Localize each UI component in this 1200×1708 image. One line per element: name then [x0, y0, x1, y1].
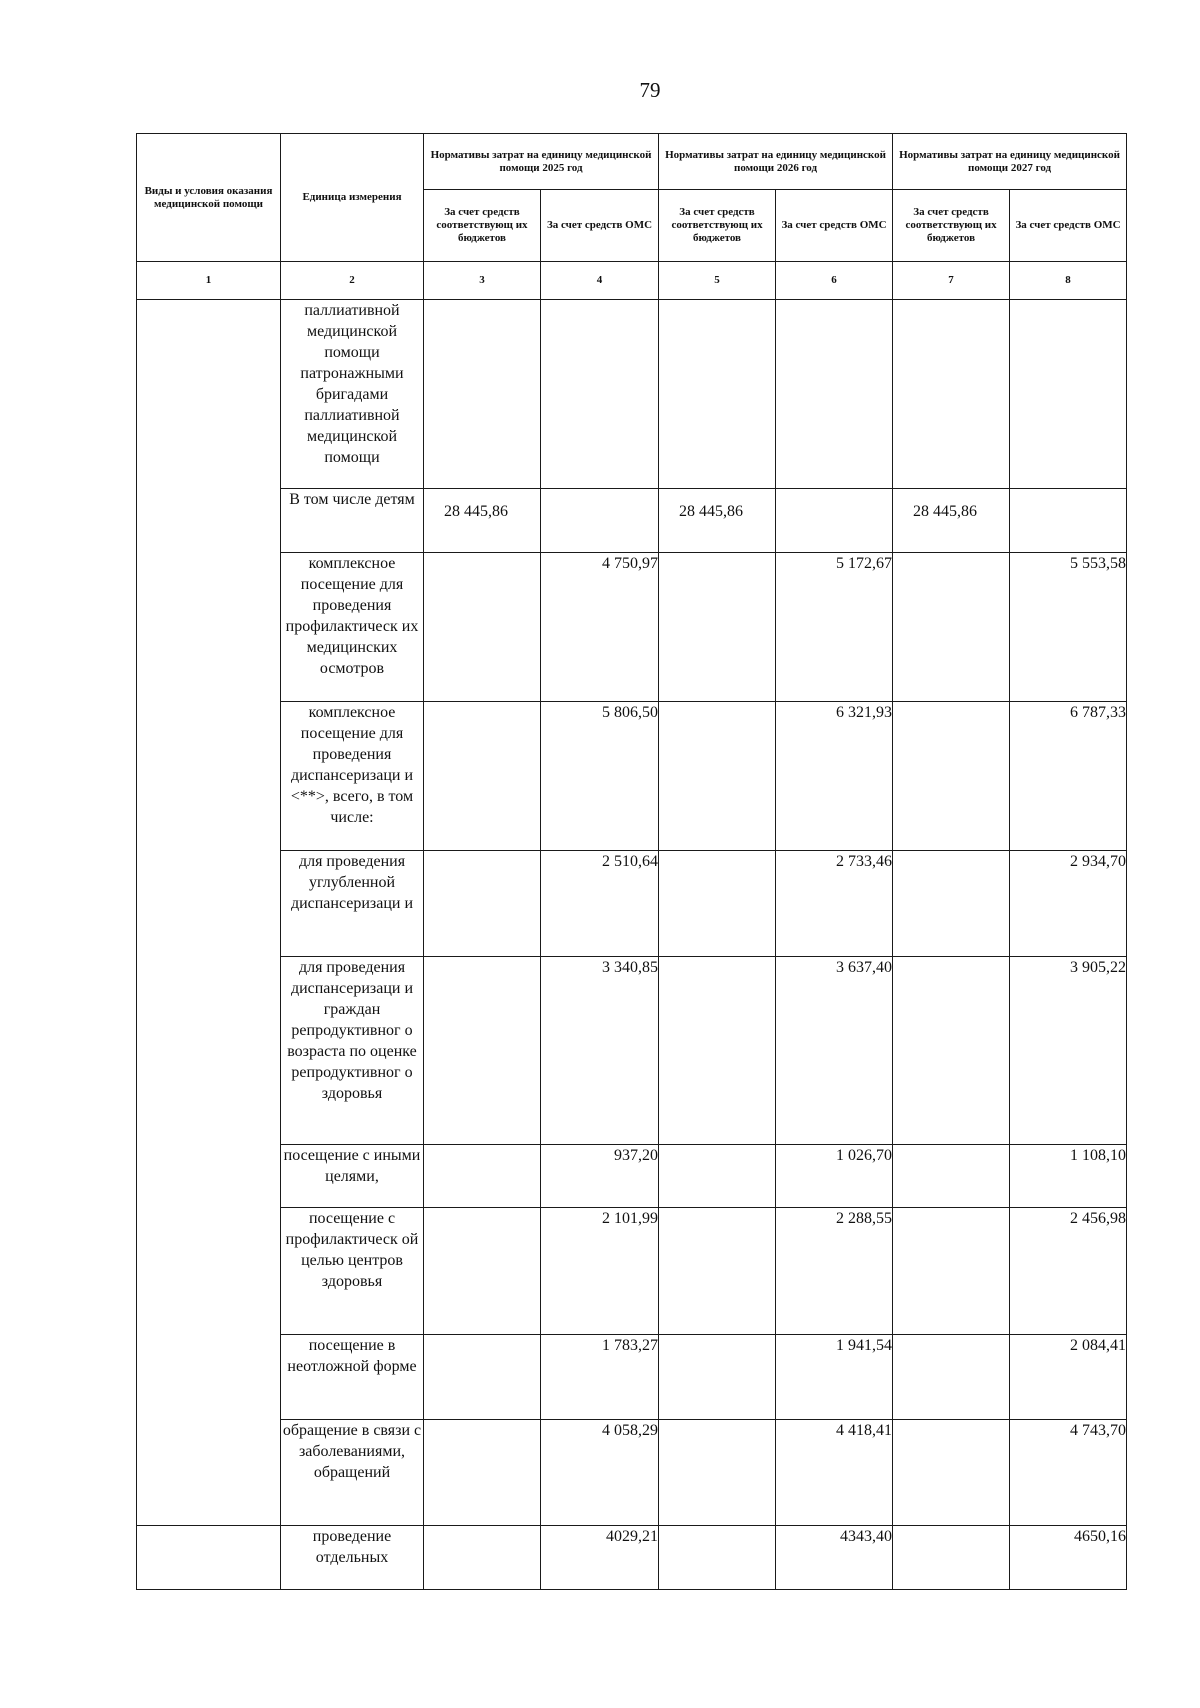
table-row: [137, 851, 1127, 957]
value-cell: [893, 300, 1010, 489]
value-cell: [659, 1526, 776, 1590]
value-cell: 2 510,64: [541, 851, 659, 957]
value-cell: [893, 1420, 1010, 1526]
value-cell: [776, 489, 893, 553]
value-cell: [659, 553, 776, 702]
value-cell: 5 806,50: [541, 702, 659, 851]
unit-cell: посещение с профилактическ ой целью центров здоровья: [281, 1208, 424, 1335]
cost-norms-table: [136, 133, 1127, 1590]
value-cell: [893, 1526, 1010, 1590]
value-cell: 937,20: [541, 1145, 659, 1208]
value-cell: 5 553,58: [1010, 553, 1127, 702]
table-row: [137, 553, 1127, 702]
header-kind: Виды и условия оказания медицинской помощи: [137, 134, 281, 262]
value-cell: 1 941,54: [776, 1335, 893, 1420]
header-oms-2027: За счет средств ОМС: [1010, 190, 1127, 262]
value-cell: [893, 1335, 1010, 1420]
kind-cell: [137, 1526, 281, 1590]
value-cell: 2 084,41: [1010, 1335, 1127, 1420]
unit-cell: В том числе детям: [281, 489, 424, 553]
value-cell: [659, 1208, 776, 1335]
value-cell: 3 905,22: [1010, 957, 1127, 1145]
column-number: 7: [893, 262, 1010, 300]
unit-cell: посещение с иными целями,: [281, 1145, 424, 1208]
value-cell: [893, 1145, 1010, 1208]
value-cell: 1 108,10: [1010, 1145, 1127, 1208]
value-cell: 4 743,70: [1010, 1420, 1127, 1526]
value-cell: 3 637,40: [776, 957, 893, 1145]
value-cell: [893, 851, 1010, 957]
value-cell: [893, 553, 1010, 702]
value-cell: [424, 1208, 541, 1335]
value-cell: 4650,16: [1010, 1526, 1127, 1590]
column-number: 8: [1010, 262, 1127, 300]
table-row: [137, 702, 1127, 851]
value-cell: 2 288,55: [776, 1208, 893, 1335]
value-cell: [424, 1145, 541, 1208]
value-cell: 4 418,41: [776, 1420, 893, 1526]
value-cell: [893, 702, 1010, 851]
value-cell: [424, 851, 541, 957]
kind-cell: [137, 300, 281, 1526]
table-row: [137, 1208, 1127, 1335]
table-row: [137, 489, 1127, 553]
value-cell: [659, 957, 776, 1145]
unit-cell: комплексное посещение для проведения профилактическ их медицинских осмотров: [281, 553, 424, 702]
unit-cell: паллиативной медицинской помощи патронажными бригадами паллиативной медицинской помощи: [281, 300, 424, 489]
value-cell: 28 445,86: [424, 489, 541, 553]
value-cell: [893, 1208, 1010, 1335]
table-row: [137, 1335, 1127, 1420]
unit-cell: обращение в связи с заболеваниями, обращений: [281, 1420, 424, 1526]
unit-cell: для проведения диспансеризаци и граждан репродуктивног о возраста по оценке репродуктивног о здоровья: [281, 957, 424, 1145]
value-cell: 4029,21: [541, 1526, 659, 1590]
value-cell: 1 026,70: [776, 1145, 893, 1208]
value-cell: 2 934,70: [1010, 851, 1127, 957]
value-cell: 5 172,67: [776, 553, 893, 702]
header-budget-2025: За счет средств соответствующ их бюджетов: [424, 190, 541, 262]
header-group-2027: Нормативы затрат на единицу медицинской помощи 2027 год: [893, 134, 1127, 190]
value-cell: [1010, 300, 1127, 489]
unit-cell: для проведения углубленной диспансеризаци и: [281, 851, 424, 957]
column-number: 6: [776, 262, 893, 300]
value-cell: [424, 553, 541, 702]
value-cell: [424, 300, 541, 489]
value-cell: 28 445,86: [893, 489, 1010, 553]
table-row: [137, 1145, 1127, 1208]
value-cell: [1010, 489, 1127, 553]
header-budget-2026: За счет средств соответствующ их бюджетов: [659, 190, 776, 262]
unit-cell: комплексное посещение для проведения диспансеризаци и <**>, всего, в том числе:: [281, 702, 424, 851]
value-cell: [659, 300, 776, 489]
header-oms-2025: За счет средств ОМС: [541, 190, 659, 262]
value-cell: [659, 702, 776, 851]
header-oms-2026: За счет средств ОМС: [776, 190, 893, 262]
value-cell: 6 321,93: [776, 702, 893, 851]
column-number: 1: [137, 262, 281, 300]
value-cell: 2 456,98: [1010, 1208, 1127, 1335]
table-row: [137, 957, 1127, 1145]
column-number: 2: [281, 262, 424, 300]
value-cell: 4343,40: [776, 1526, 893, 1590]
value-cell: [424, 702, 541, 851]
value-cell: [659, 1335, 776, 1420]
table-row: [137, 300, 1127, 489]
unit-cell: проведение отдельных: [281, 1526, 424, 1590]
value-cell: 3 340,85: [541, 957, 659, 1145]
value-cell: 2 733,46: [776, 851, 893, 957]
value-cell: 1 783,27: [541, 1335, 659, 1420]
table-row: [137, 1526, 1127, 1590]
value-cell: [893, 957, 1010, 1145]
value-cell: 4 750,97: [541, 553, 659, 702]
value-cell: [659, 851, 776, 957]
value-cell: 6 787,33: [1010, 702, 1127, 851]
value-cell: [541, 300, 659, 489]
value-cell: 4 058,29: [541, 1420, 659, 1526]
value-cell: 2 101,99: [541, 1208, 659, 1335]
value-cell: [659, 1420, 776, 1526]
value-cell: [424, 1526, 541, 1590]
column-number: 4: [541, 262, 659, 300]
column-number: 5: [659, 262, 776, 300]
value-cell: [541, 489, 659, 553]
table-row: [137, 1420, 1127, 1526]
value-cell: [424, 1335, 541, 1420]
value-cell: 28 445,86: [659, 489, 776, 553]
value-cell: [776, 300, 893, 489]
value-cell: [424, 957, 541, 1145]
header-budget-2027: За счет средств соответствующ их бюджетов: [893, 190, 1010, 262]
header-group-2025: Нормативы затрат на единицу медицинской помощи 2025 год: [424, 134, 659, 190]
header-unit: Единица измерения: [281, 134, 424, 262]
value-cell: [424, 1420, 541, 1526]
value-cell: [659, 1145, 776, 1208]
page-number: 79: [639, 78, 661, 102]
header-group-2026: Нормативы затрат на единицу медицинской помощи 2026 год: [659, 134, 893, 190]
column-number: 3: [424, 262, 541, 300]
unit-cell: посещение в неотложной форме: [281, 1335, 424, 1420]
